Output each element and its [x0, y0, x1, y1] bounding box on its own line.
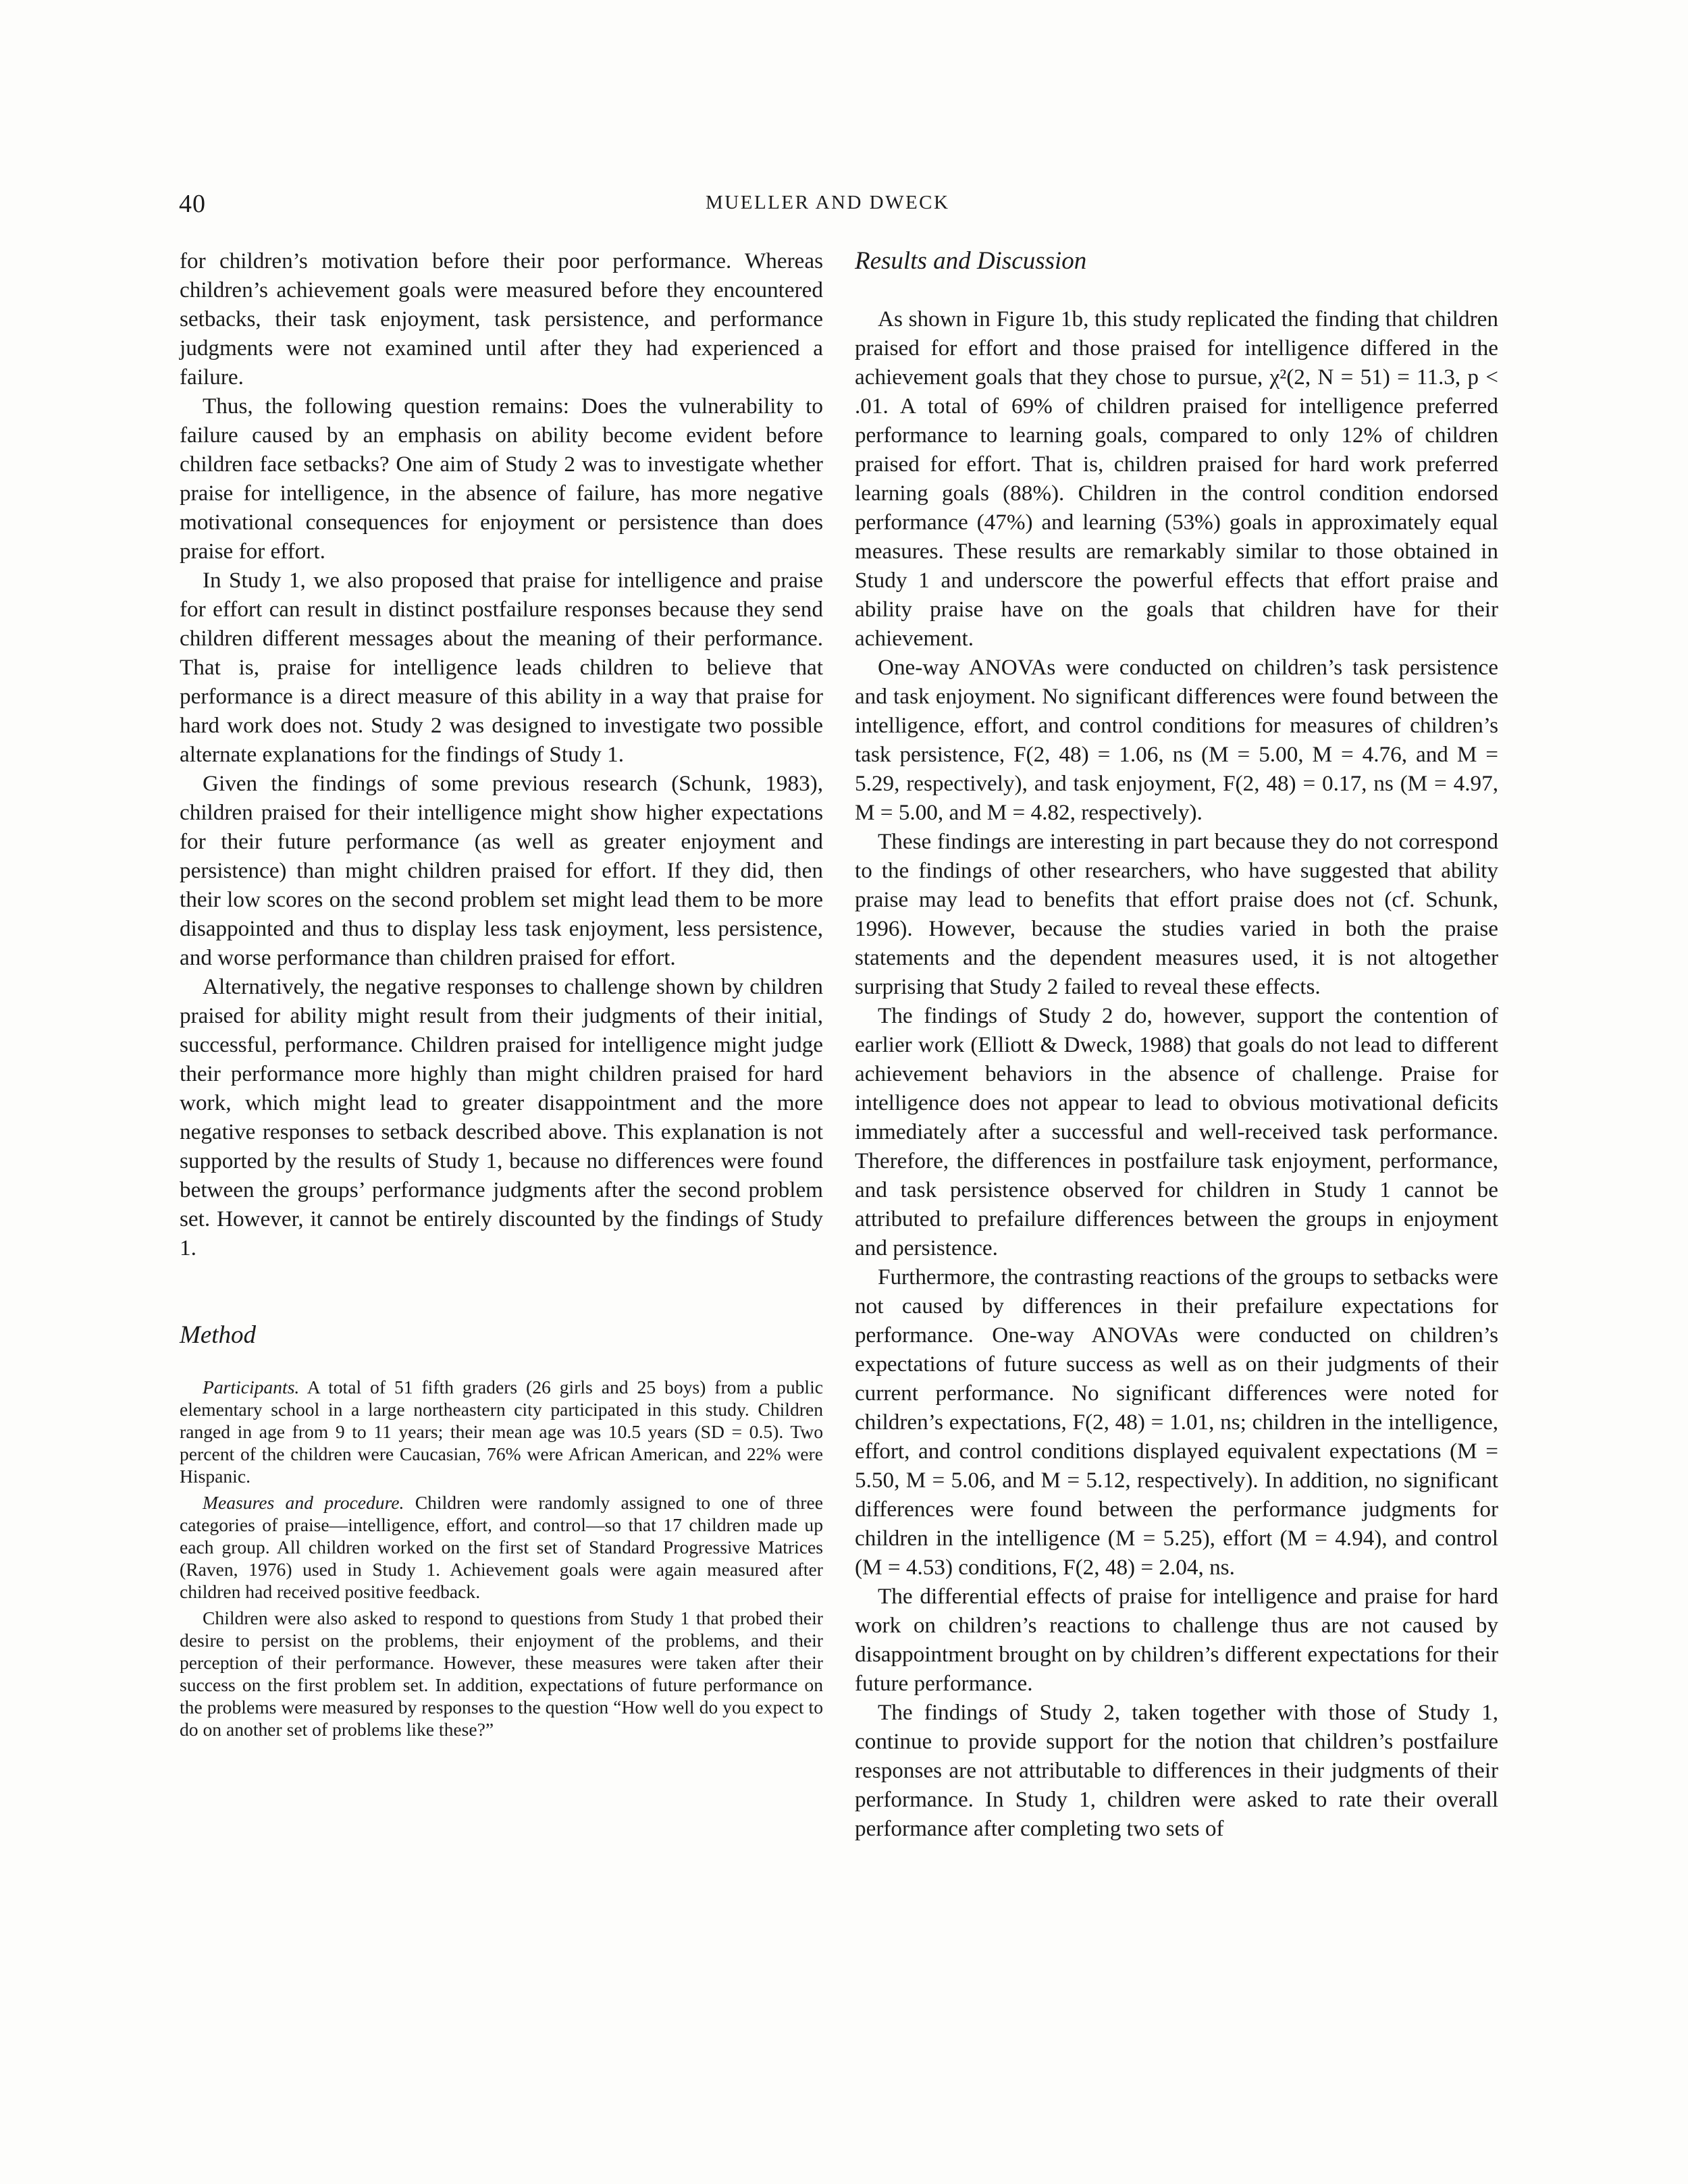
body-paragraph: One-way ANOVAs were conducted on children’s task persistence and task enjoyment. No significant differences were found between the intelligence, effort, and control conditions for measures of children’s task persistence, F(2, 48) = 1.06, ns (M = 5.00, M = 4.76, and M = 5.29, respectively), and task enjoyment, F(2, 48) = 0.17, ns (M = 4.97, M = 5.00, and M = 4.82, respectively). [855, 655, 1498, 825]
participants-text: A total of 51 fifth graders (26 girls and 25 boys) from a public elementary school in a large northeastern city participated in this study. Children ranged in age from 9 to 11 years; their mean age was 10.5 years (SD = 0.5). Two percent of the children were Caucasian, 76% were African American, and 22% were Hispanic. [180, 1377, 823, 1487]
body-paragraph: The findings of Study 2 do, however, support the contention of earlier work (Elliott & Dweck, 1988) that goals do not lead to different achievement behaviors in the absence of challenge. Praise for intelligence does not appear to lead to obvious motivational deficits immediately after a successful and well-received task performance. Therefore, the differences in postfailure task enjoyment, performance, and task persistence observed for children in Study 1 cannot be attributed to prefailure differences between the groups in enjoyment and persistence. [855, 1003, 1498, 1260]
right-column [855, 246, 1498, 1843]
measures-text: Children were randomly assigned to one of three categories of praise—intelligence, effort, and control—so that 17 children made up each group. All children worked on the first set of Standard Progressive Matrices (Raven, 1976) used in Study 1. Achievement goals were again measured after children had received positive feedback. [180, 1492, 823, 1602]
results-heading: Results and Discussion [855, 247, 1087, 275]
page-header [0, 189, 1688, 223]
section-spacer [180, 1262, 823, 1321]
body-paragraph: These findings are interesting in part because they do not correspond to the findings of other researchers, who have suggested that ability praise may lead to benefits that effort praise does not (cf. Schunk, 1996). However, because the studies varied in both the praise statements and the dependent measures used, it is not altogether surprising that Study 2 failed to reveal these effects. [855, 829, 1498, 999]
body-paragraph: The findings of Study 2, taken together with those of Study 1, continue to provide support for the notion that children’s postfailure responses are not attributable to differences in their judgments of their performance. In Study 1, children were asked to rate their overall performance after completing two sets of [855, 1700, 1498, 1841]
method-heading: Method [180, 1321, 257, 1349]
page-number: 40 [179, 190, 206, 218]
body-paragraph: for children’s motivation before their poor performance. Whereas children’s achievement goals were measured before they encountered setbacks, their task enjoyment, task persistence, and performance judgments were not examined until after they had experienced a failure. [180, 248, 823, 390]
body-paragraph: The differential effects of praise for intelligence and praise for hard work on children’s reactions to challenge thus are not caused by disappointment brought on by children’s different expectations for their future performance. [855, 1584, 1498, 1696]
questions-paragraph: Children were also asked to respond to questions from Study 1 that probed their desire to persist on the problems, their enjoyment of the problems, and their perception of their performance. However, these measures were taken after their success on the first problem set. In addition, expectations of future performance on the problems were measured by responses to the question “How well do you expect to do on another set of problems like these?” [180, 1607, 823, 1740]
running-head: MUELLER AND DWECK [706, 192, 950, 213]
body-paragraph: As shown in Figure 1b, this study replicated the finding that children praised for effort and those praised for intelligence differed in the achievement goals that they chose to pursue, χ²(2, N = 51) = 11.3, p < .01. A total of 69% of children praised for intelligence preferred performance to learning goals, compared to only 12% of children praised for effort. That is, children praised for hard work preferred learning goals (88%). Children in the control condition endorsed performance (47%) and learning (53%) goals in approximately equal measures. These results are remarkably similar to those obtained in Study 1 and underscore the powerful effects that effort praise and ability praise have on the goals that children have for their achievement. [855, 307, 1498, 651]
body-paragraph: Alternatively, the negative responses to challenge shown by children praised for ability might result from their judgments of their initial, successful, performance. Children praised for intelligence might judge their performance more highly than might children praised for hard work, which might lead to greater disappointment and the more negative responses to setback described above. This explanation is not supported by the results of Study 1, because no differences were found between the groups’ performance judgments after the second problem set. However, it cannot be entirely discounted by the findings of Study 1. [180, 974, 823, 1260]
measures-label: Measures and procedure. [203, 1492, 404, 1513]
body-paragraph: Furthermore, the contrasting reactions of the groups to setbacks were not caused by differences in their prefailure expectations for performance. One-way ANOVAs were conducted on children’s expectations of future success as well as on their judgments of their current performance. No significant differences were noted for children’s expectations, F(2, 48) = 1.01, ns; children in the intelligence, effort, and control conditions displayed equivalent expectations (M = 5.50, M = 5.06, and M = 5.12, respectively). In addition, no significant differences were found between the performance judgments for children in the intelligence (M = 5.25), effort (M = 4.94), and control (M = 4.53) conditions, F(2, 48) = 2.04, ns. [855, 1264, 1498, 1580]
participants-label: Participants. [203, 1377, 300, 1397]
body-paragraph: In Study 1, we also proposed that praise for intelligence and praise for effort can result in distinct postfailure responses because they send children different messages about the meaning of their performance. That is, praise for intelligence leads children to believe that performance is a direct measure of this ability in a way that praise for hard work does not. Study 2 was designed to investigate two possible alternate explanations for the findings of Study 1. [180, 568, 823, 767]
method-section [180, 1376, 823, 1740]
left-column [180, 246, 823, 1740]
body-paragraph: Thus, the following question remains: Does the vulnerability to failure caused by an emphasis on ability become evident before children face setbacks? One aim of Study 2 was to investigate whether praise for intelligence, in the absence of failure, has more negative motivational consequences for enjoyment or persistence than does praise for effort. [180, 394, 823, 564]
measures-paragraph [180, 1491, 823, 1603]
participants-paragraph [180, 1376, 823, 1487]
body-paragraph: Given the findings of some previous research (Schunk, 1983), children praised for their intelligence might show higher expectations for their future performance (as well as greater enjoyment and persistence) than might children praised for effort. If they did, then their low scores on the second problem set might lead them to be more disappointed and thus to display less task enjoyment, less persistence, and worse performance than children praised for effort. [180, 771, 823, 970]
